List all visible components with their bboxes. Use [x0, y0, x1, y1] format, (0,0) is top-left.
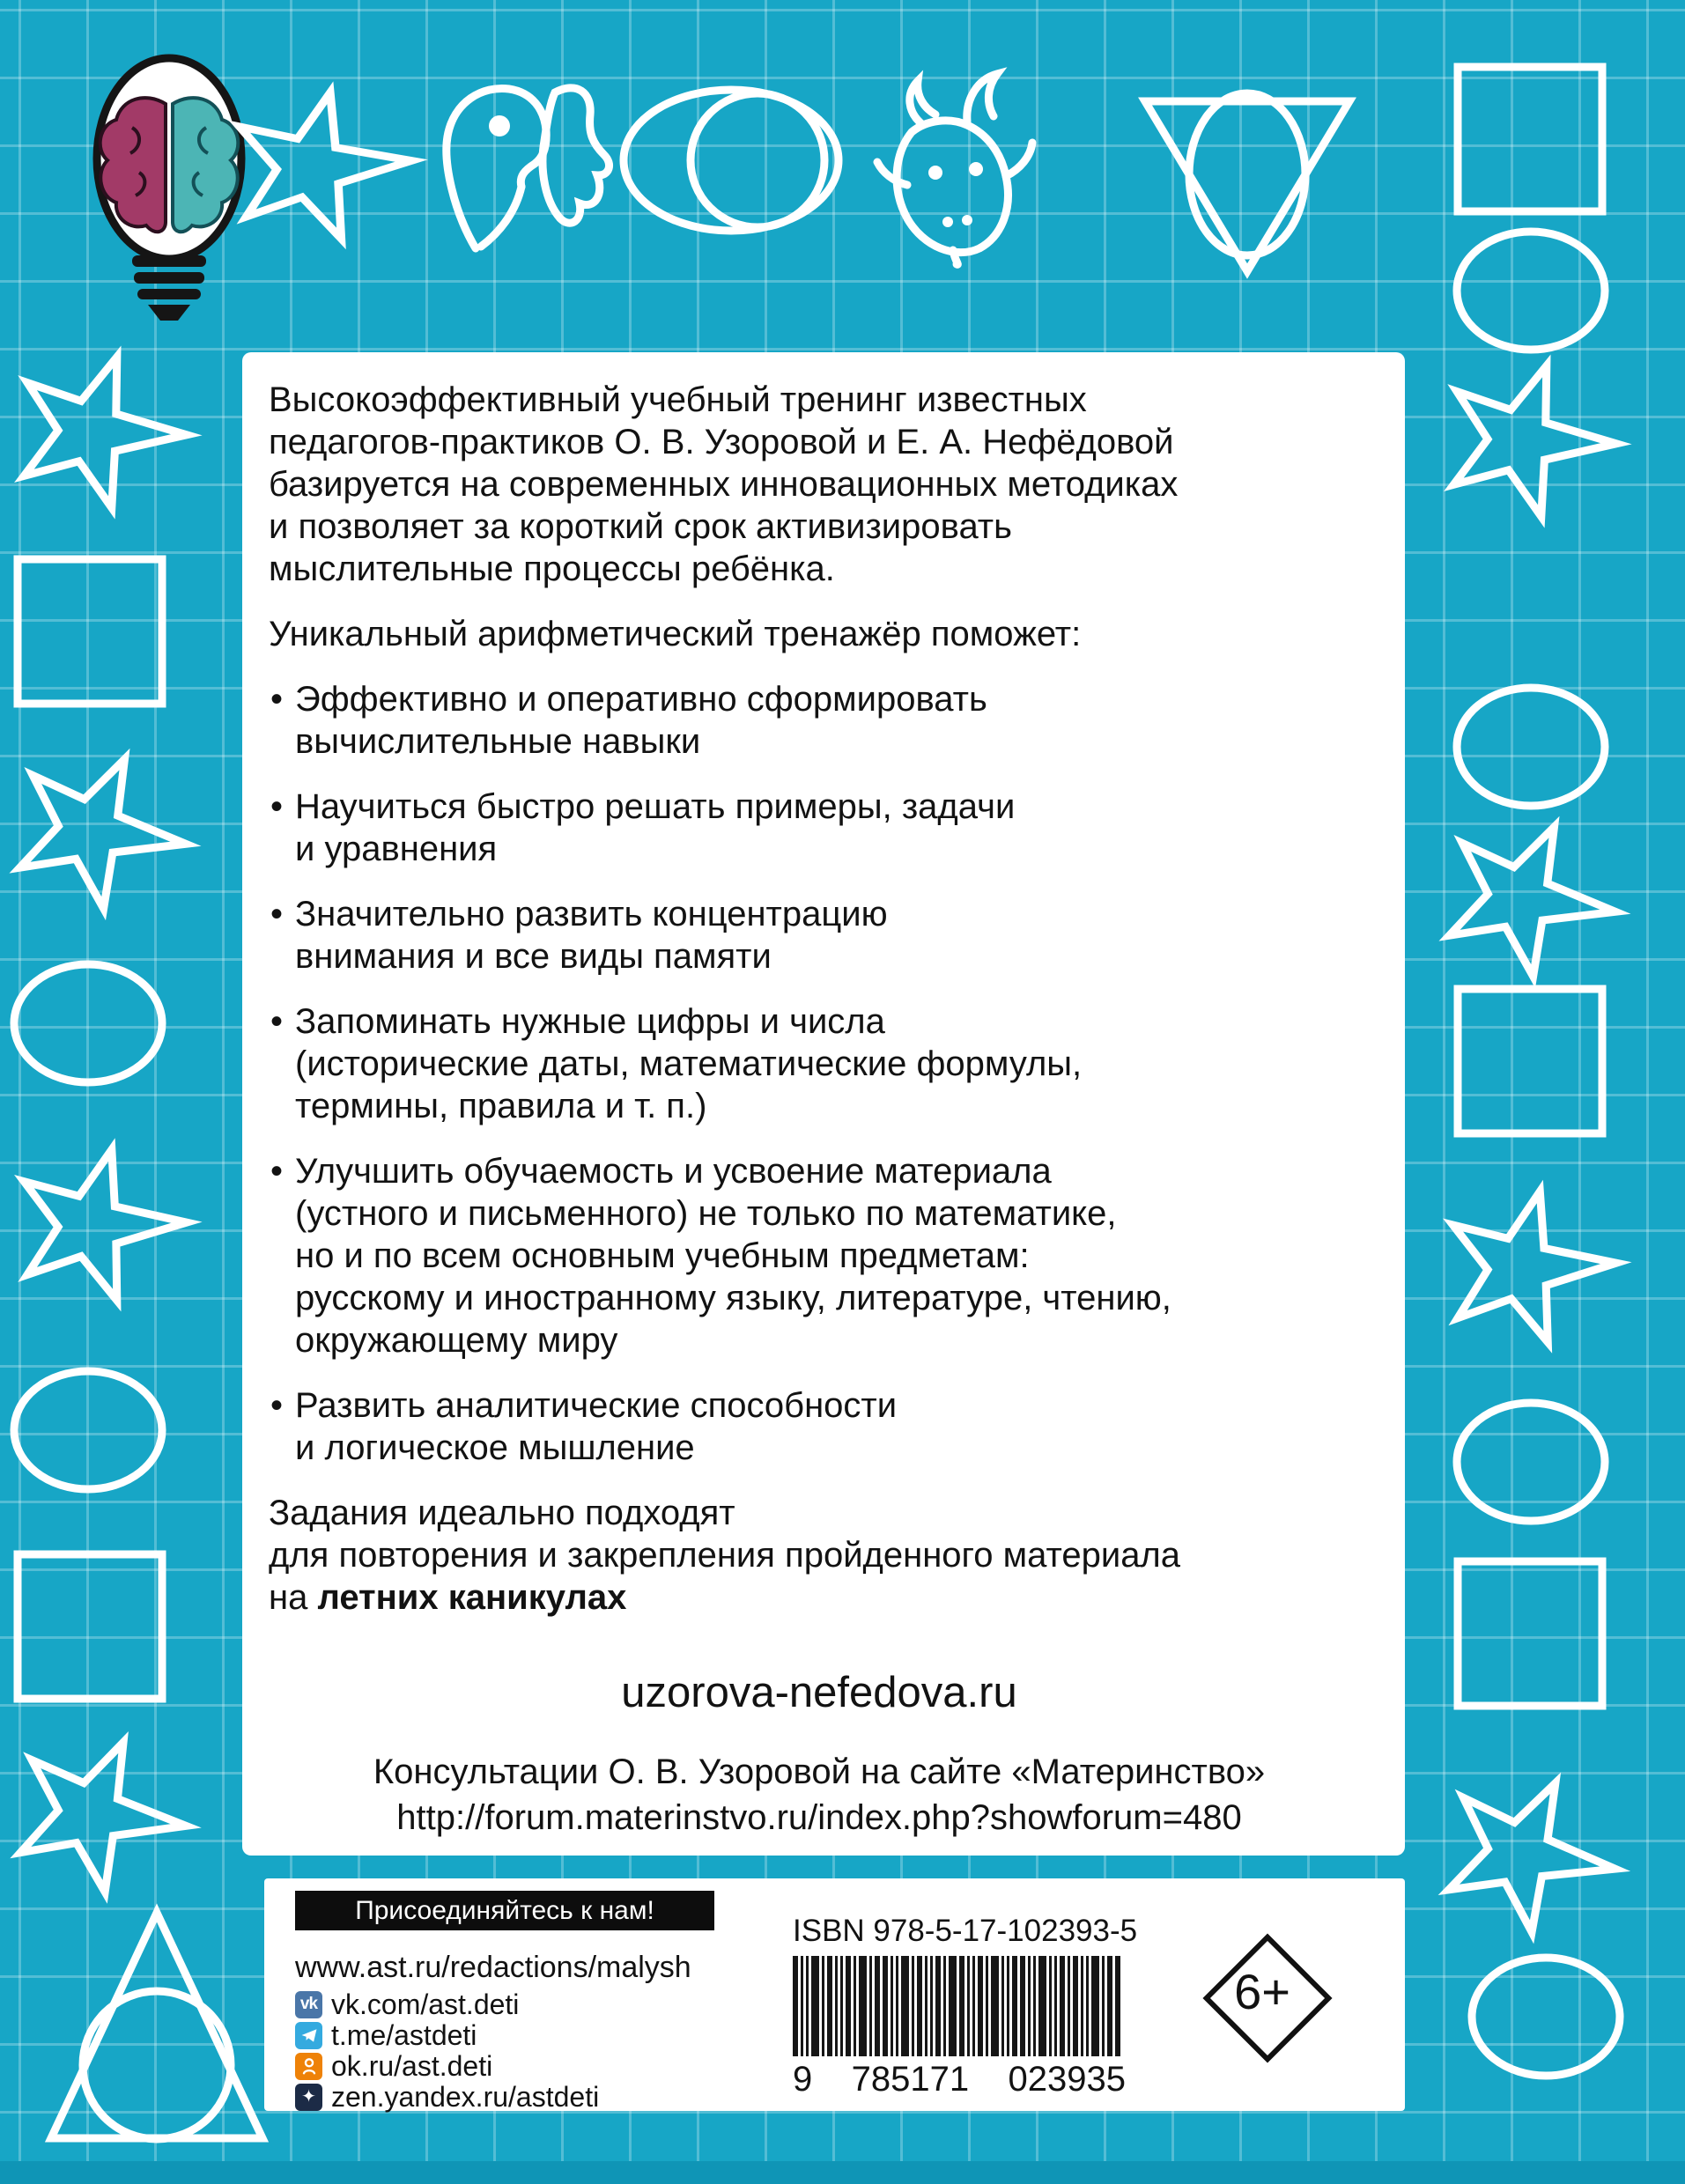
barcode [793, 1956, 1126, 2056]
intro-line: и позволяет за короткий срок активизировать [269, 507, 1012, 546]
main-text-panel [242, 352, 1405, 1856]
star-shape [233, 85, 419, 247]
star-shape [18, 1734, 193, 1899]
bullet-line: русскому и иностранному языку, литературе, чтению, [295, 1279, 1171, 1317]
square-shape [1458, 67, 1602, 211]
intro-paragraph [269, 379, 1370, 590]
eye-doodle [624, 90, 839, 231]
bullet-line: но и по всем основным учебным предметам: [295, 1236, 1030, 1275]
consultation-note [269, 1749, 1370, 1841]
square-shape [18, 1554, 162, 1699]
social-row-telegram [295, 2020, 599, 2050]
circle-shape [1457, 232, 1605, 350]
circle-shape [1472, 1958, 1620, 2076]
subtitle: Уникальный арифметический тренажёр поможет: [269, 615, 1082, 653]
circle-shape [14, 964, 162, 1082]
square-shape [1458, 1561, 1602, 1706]
outro-line: на летних каникулах [269, 1578, 627, 1617]
vk-icon: vk [295, 1991, 322, 2018]
site-url: uzorova-nefedova.ru [621, 1669, 1017, 1716]
lightbulb-brain-icon [97, 58, 241, 321]
bullet-line: и уравнения [295, 830, 498, 868]
ok-icon [295, 2053, 322, 2080]
zen-icon: ✦ [295, 2084, 322, 2111]
bullet-item [269, 1384, 1370, 1469]
circle-shape [1457, 688, 1605, 806]
star-shape [1447, 1185, 1622, 1350]
social-row-ok [295, 2051, 599, 2081]
isbn-block [793, 1914, 1138, 2099]
bullet-line: (устного и письменного) не только по математике, [295, 1194, 1117, 1233]
consult-line-2: http://forum.materinstvo.ru/index.php?showforum=480 [396, 1798, 1242, 1837]
square-shape [18, 559, 162, 704]
intro-line: базируется на современных инновационных методиках [269, 465, 1179, 504]
bullet-line: и логическое мышление [295, 1428, 695, 1467]
bullet-line: • Улучшить обучаемость и усвоение материала [295, 1152, 1052, 1191]
bullet-line: • Значительно развить концентрацию [295, 895, 888, 933]
isbn-label: ISBN 978-5-17-102393-5 [793, 1914, 1138, 1948]
consult-line-1: Консультации О. В. Узоровой на сайте «Материнство» [373, 1752, 1266, 1791]
outro-line: для повторения и закрепления пройденного материала [269, 1536, 1181, 1575]
social-label: zen.yandex.ru/astdeti [331, 2080, 600, 2113]
bullet-line: • Научиться быстро решать примеры, задачи [295, 787, 1016, 826]
circle-shape [1457, 1403, 1605, 1521]
triangle-circle-shape [51, 1913, 262, 2139]
social-label: ok.ru/ast.deti [331, 2049, 493, 2082]
bullet-item [269, 1150, 1370, 1361]
bullet-item [269, 893, 1370, 978]
social-row-zen [295, 2082, 599, 2112]
square-shape [1458, 989, 1602, 1133]
bullet-line: внимания и все виды памяти [295, 937, 772, 976]
star-shape [19, 1145, 192, 1307]
social-row-vk [295, 1989, 599, 2019]
triangle-ellipse-doodle [1145, 93, 1349, 271]
bullet-line: (исторические даты, математические формулы, [295, 1044, 1083, 1083]
join-banner: Присоединяйтесь к нам! [295, 1891, 714, 1930]
bullet-item [269, 1000, 1370, 1127]
bird-doodle [447, 88, 610, 248]
outro-line: Задания идеально подходят [269, 1494, 735, 1532]
star-shape [24, 357, 187, 507]
age-rating-text: 6+ [1234, 1964, 1290, 2019]
bullet-line: • Запоминать нужные цифры и числа [295, 1002, 885, 1041]
social-label: t.me/astdeti [331, 2018, 477, 2051]
bullet-line: окружающему миру [295, 1321, 618, 1360]
social-links [295, 1989, 599, 2113]
star-shape [17, 749, 194, 916]
bullet-line: • Эффективно и оперативно сформировать [295, 680, 987, 719]
intro-line: мыслительные процессы ребёнка. [269, 550, 835, 588]
outro-paragraph [269, 1492, 1370, 1619]
bullet-line: термины, правила и т. п.) [295, 1087, 707, 1125]
intro-line: педагогов-практиков О. В. Узоровой и Е. А. Нефёдовой [269, 423, 1174, 461]
star-shape [1445, 1772, 1624, 1941]
bullet-line: вычислительные навыки [295, 722, 701, 761]
star-shape [1446, 817, 1623, 984]
barcode-digits: 9 785171 023935 [793, 2060, 1126, 2099]
telegram-icon [295, 2022, 322, 2049]
goat-doodle [877, 74, 1032, 264]
intro-line: Высокоэффективный учебный тренинг известных [269, 380, 1087, 419]
bullet-line: • Развить аналитические способности [295, 1386, 898, 1425]
circle-shape [14, 1371, 162, 1489]
bullet-item [269, 786, 1370, 870]
social-label: vk.com/ast.deti [331, 1988, 520, 2020]
publisher-url: www.ast.ru/redactions/malysh [295, 1951, 691, 1984]
publisher-panel [264, 1878, 1405, 2111]
star-shape [1453, 365, 1616, 516]
bullet-item [269, 678, 1370, 763]
